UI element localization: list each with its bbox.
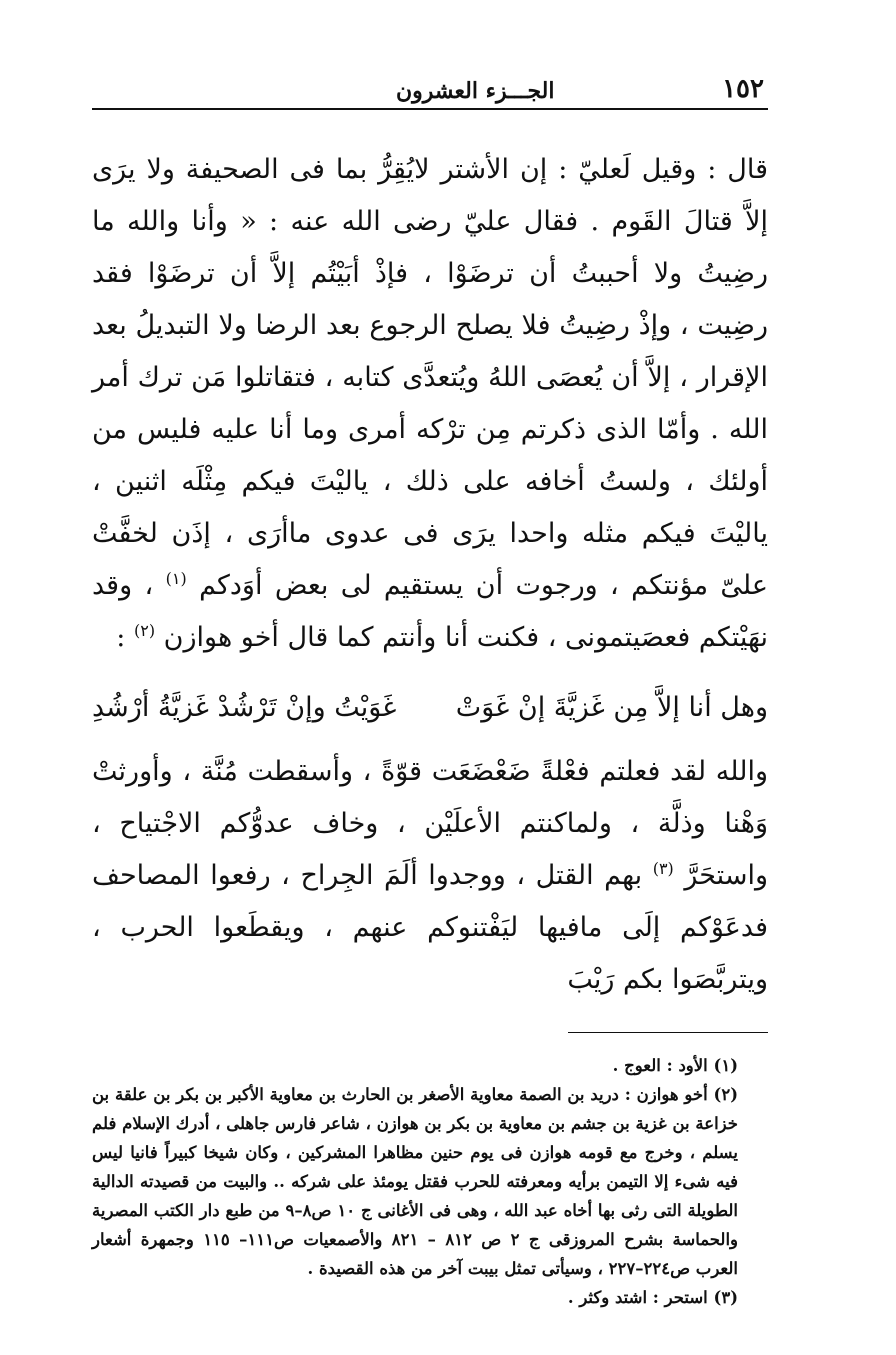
paragraph-2-text: والله لقد فعلتم فعْلةً ضَعْضَعَت قوّةً ، وأسقطت مُنَّة ، وأورثتْ وَهْنا وذلَّة ، ولماكنتم الأعلَيْن ، وخاف عدوُّكم الاجْتياح ، واستحَرَّ	[92, 756, 768, 891]
page-number: ١٥٢	[722, 74, 764, 104]
main-text	[92, 144, 768, 1006]
paragraph-1-text: قال : وقيل لَعليّ : إن الأشتر لايُقِرُّ بما فى الصحيفة ولا يرَى إلاَّ قتالَ القَوم . فقال عليّ رضى الله عنه : « وأنا والله ما رضِيتُ ولا أحببتُ أن ترضَوْا ، فإذْ أبَيْتُم إلاَّ أن ترضَوْا فقد رضِيت ، وإذْ رضِيتُ فلا يصلح الرجوع بعد الرضا ولا التبديلُ بعد الإقرار ، إلاَّ أن يُعصَى اللهُ ويُتعدَّى كتابه ، فتقاتلوا مَن ترك أمر الله . وأمّا الذى ذكرتم مِن ترْكه أمرى وما أنا عليه فليس من أولئك ، ولستُ أخافه على ذلك ، ياليْتَ فيكم مِثْلَه اثنين ، ياليْتَ فيكم مثله واحدا يرَى فى عدوى ماأرَى ، إذَن لخفَّتْ علىّ مؤنتكم ، ورجوت أن يستقيم لى بعض أوَدكم	[92, 154, 768, 601]
footnote-ref-1: (١)	[165, 569, 187, 588]
verse-first-hemistich: وهل أنا إلاَّ مِن غَزيَّةَ إنْ غَوَتْ	[455, 692, 768, 723]
paragraph-1-colon: :	[116, 622, 126, 653]
footnote-ref-3: (٣)	[652, 859, 674, 878]
paragraph-2	[92, 746, 768, 1006]
footnote-2: (٢) أخو هوازن : دريد بن الصمة معاوية الأصغر بن الحارث بن معاوية الأكبر بن بكر بن علقة بن خزاعة بن غزية بن جشم بن معاوية بن بكر بن هوازن ، شاعر فارس جاهلى ، أدرك الإسلام فلم يسلم ، وخرج مع قومه هوازن فى يوم حنين مظاهرا المشركين ، وكان شيخا كبيراً فانيا ليس فيه شىء إلا التيمن برأيه ومعرفته للحرب فقتل يومئذ على شركه .. والبيت من قصيدته الدالية الطويلة التى رثى بها أخاه عبد الله ، وهى فى الأغانى ج ١٠ ص٨–٩ من طبع دار الكتب المصرية والحماسة بشرح المروزقى ج ٢ ص ٨١٢ – ٨٢١ والأصمعيات ص١١١– ١١٥ وجمهرة أشعار العرب ص٢٢٤–٢٢٧ ، وسيأتى تمثل بيبت آخر من هذه القصيدة .	[92, 1085, 739, 1278]
page-header	[92, 68, 768, 110]
footnote-ref-2: (٢)	[133, 621, 156, 640]
footnotes	[92, 1051, 768, 1312]
running-title: الجـــزء العشرون	[396, 78, 555, 104]
footnote-1: (١) الأود : العوج .	[612, 1056, 738, 1075]
paragraph-1-end: ، وقد نهَيْتكم فعصَيتمونى ، فكنت أنا وأنتم كما قال أخو هوازن	[92, 570, 768, 653]
paragraph-2-end: بهم القتل ، ووجدوا ألَمَ الجِراح ، رفعوا المصاحف فدعَوْكم إلَى مافيها ليَفْتنوكم عنهم ، ويقطَعوا الحرب ، ويتربَّصَوا بكم رَيْبَ	[92, 860, 768, 995]
footnote-3: (٣) استحر : اشتد وكثر .	[567, 1288, 738, 1307]
footnote-divider	[568, 1032, 768, 1033]
poem-verse	[92, 682, 768, 734]
paragraph-1	[92, 144, 768, 664]
verse-second-hemistich: غَوَيْتُ وإنْ تَرْشُدْ غَزيَّةُ أرْشُدِ	[92, 692, 397, 723]
